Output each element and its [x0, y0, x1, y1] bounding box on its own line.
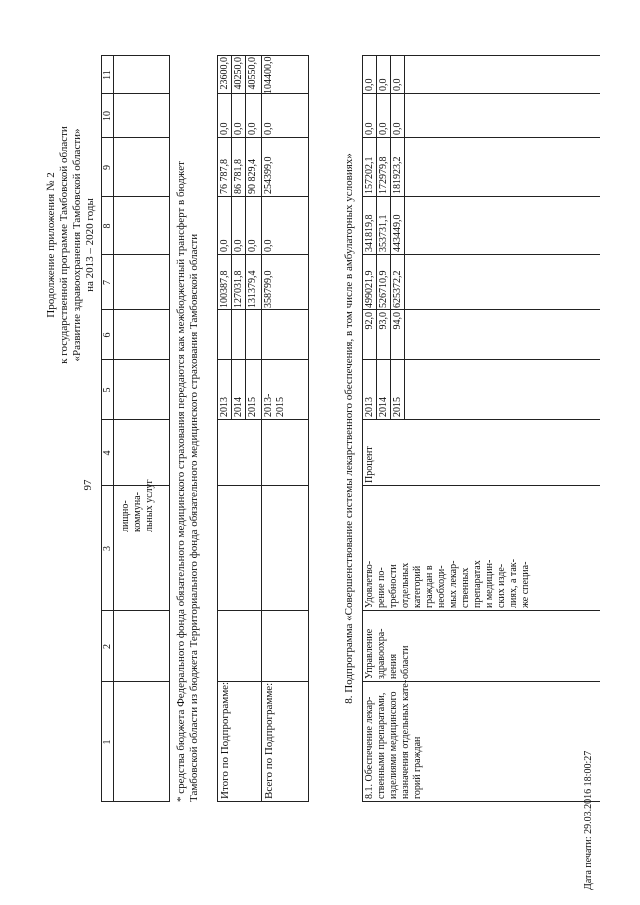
top-row-col3-line-3: льных услуг	[144, 479, 155, 532]
top-row-col3-line-2: коммуна-	[132, 492, 143, 532]
item81-col1-line-1: 8.1. Обеспечение лекар-	[364, 696, 375, 799]
item81-col2-line-3: нения	[388, 653, 399, 679]
item81-c8: 353731,1	[378, 214, 389, 252]
footnote-line-2: Тамбовской области из бюджета Территориального фонда обязательного медицинского страхования Тамбовской области	[188, 233, 200, 802]
col-num-11: 11	[102, 70, 113, 80]
rotated-content	[40, 55, 600, 855]
vsego-c9: 254399,0	[263, 156, 274, 194]
item81-col3-line-3: требности	[388, 564, 399, 608]
header-line-3: «Развитие здравоохранения Тамбовской области»	[71, 128, 83, 362]
item81-col1-line-2: ственными препаратами,	[376, 692, 387, 799]
itogo-c9: 90 829,4	[247, 159, 258, 194]
item81-col1-line-4: назначения отдельных кате-	[400, 679, 411, 799]
item81-col1-line-3: изделиями медицинского	[388, 691, 399, 799]
item81-col3-line-7: необходи-	[436, 565, 447, 608]
col-num-6: 6	[102, 332, 113, 338]
footnote-line-1: * средства бюджета Федерального фонда обязательного медицинского страхования передаются как межбюджетный трансферт в бюджет	[175, 161, 187, 802]
vsego-c7: 358799,0	[263, 270, 274, 308]
item81-col3-line-12: ских изде-	[496, 563, 507, 608]
col-num-3: 3	[102, 546, 113, 551]
print-date: Дата печати: 29.03.2016 18:00:27	[583, 750, 594, 890]
col-num-1: 1	[102, 739, 113, 745]
header-line-2: к государственной программе Тамбовской области	[58, 126, 70, 364]
item81-col3-line-10: препаратах	[472, 560, 483, 608]
item81-col3-line-9: ственных	[460, 567, 471, 608]
item81-year: 2014	[378, 397, 389, 417]
vsego-year-line-2: 2015	[275, 397, 286, 417]
item81-c6: 94,0	[392, 312, 403, 330]
vsego-year-line-1: 2013-	[263, 393, 274, 417]
itogo-label: Итого по Подпрограмме:	[219, 681, 231, 799]
item81-c10: 0,0	[392, 122, 403, 135]
top-row-col3-line-1: лищно-	[120, 500, 131, 532]
itogo-c10: 0,0	[219, 122, 230, 135]
item81-c8: 341819,8	[364, 214, 375, 252]
itogo-year: 2014	[233, 397, 244, 417]
vsego-c11: 104400,0	[263, 56, 274, 94]
item81-c7: 625372,2	[392, 270, 403, 308]
item81-col3-line-8: мых лекар-	[448, 560, 459, 608]
item81-col1-line-5: горий граждан	[412, 736, 423, 799]
itogo-c10: 0,0	[233, 122, 244, 135]
item81-year: 2015	[392, 397, 403, 417]
item81-c9: 157202,1	[364, 156, 375, 194]
itogo-c9: 76 787,8	[219, 159, 230, 194]
item81-col3-line-1: Удовлетво-	[364, 560, 375, 608]
item81-c8: 443449,0	[392, 214, 403, 252]
col-num-8: 8	[102, 223, 113, 229]
col-num-2: 2	[102, 644, 113, 649]
col-num-7: 7	[102, 280, 113, 285]
itogo-c8: 0,0	[219, 239, 230, 252]
itogo-c11: 23600,0	[219, 57, 230, 90]
item81-c6: 92,0	[364, 312, 375, 330]
item81-col3-line-6: граждан в	[424, 565, 435, 608]
item81-col2-line-1: Управление	[364, 628, 375, 679]
item81-col3-line-13: лиях, а так-	[508, 559, 519, 608]
itogo-year: 2015	[247, 397, 258, 417]
vsego-label: Всего по Подпрограмме:	[263, 682, 275, 799]
vsego-c10: 0,0	[263, 122, 274, 135]
col-num-4: 4	[102, 450, 113, 456]
item81-col3-line-4: отдельных	[400, 562, 411, 608]
item81-col3-line-14: же специа-	[520, 561, 531, 608]
header-line-1: Продолжение приложения № 2	[45, 172, 57, 318]
itogo-c10: 0,0	[247, 122, 258, 135]
item81-c11: 0,0	[392, 78, 403, 91]
vsego-c8: 0,0	[263, 239, 274, 252]
itogo-c9: 86 781,8	[233, 159, 244, 194]
item81-c7: 499021,9	[364, 270, 375, 308]
itogo-c11: 40550,0	[247, 57, 258, 90]
item81-col2-line-2: здравоохра-	[376, 628, 387, 679]
col-num-9: 9	[102, 165, 113, 170]
item81-c9: 181923,2	[392, 156, 403, 194]
item81-col3-line-11: и медицин-	[484, 559, 495, 608]
itogo-c7: 100387,8	[219, 270, 230, 308]
subprogram-title: 8. Подпрограмма «Совершенствование системы лекарственного обеспечения, в том числе в амбулаторных условиях»	[343, 153, 355, 704]
item81-c7: 526710,9	[378, 270, 389, 308]
item81-unit: Процент	[364, 446, 375, 483]
col-num-10: 10	[102, 111, 113, 121]
itogo-c7: 131379,4	[247, 270, 258, 308]
item81-col3-line-2: рение по-	[376, 567, 387, 608]
item81-c9: 172979,8	[378, 156, 389, 194]
col-num-5: 5	[102, 387, 113, 393]
itogo-c7: 127031,8	[233, 270, 244, 308]
header-line-4: на 2013 – 2020 годы	[84, 198, 96, 292]
item81-col3-line-5: категорий	[412, 565, 423, 608]
item81-c11: 0,0	[364, 78, 375, 91]
item81-c10: 0,0	[378, 122, 389, 135]
item81-c6: 93,0	[378, 312, 389, 330]
page-number: 97	[82, 479, 94, 491]
item81-col2-line-4: области	[400, 645, 411, 679]
itogo-year: 2013	[219, 397, 230, 417]
itogo-c11: 40250,0	[233, 57, 244, 90]
item81-c10: 0,0	[364, 122, 375, 135]
itogo-c8: 0,0	[233, 239, 244, 252]
item81-year: 2013	[364, 397, 375, 417]
item81-c11: 0,0	[378, 78, 389, 91]
itogo-c8: 0,0	[247, 239, 258, 252]
